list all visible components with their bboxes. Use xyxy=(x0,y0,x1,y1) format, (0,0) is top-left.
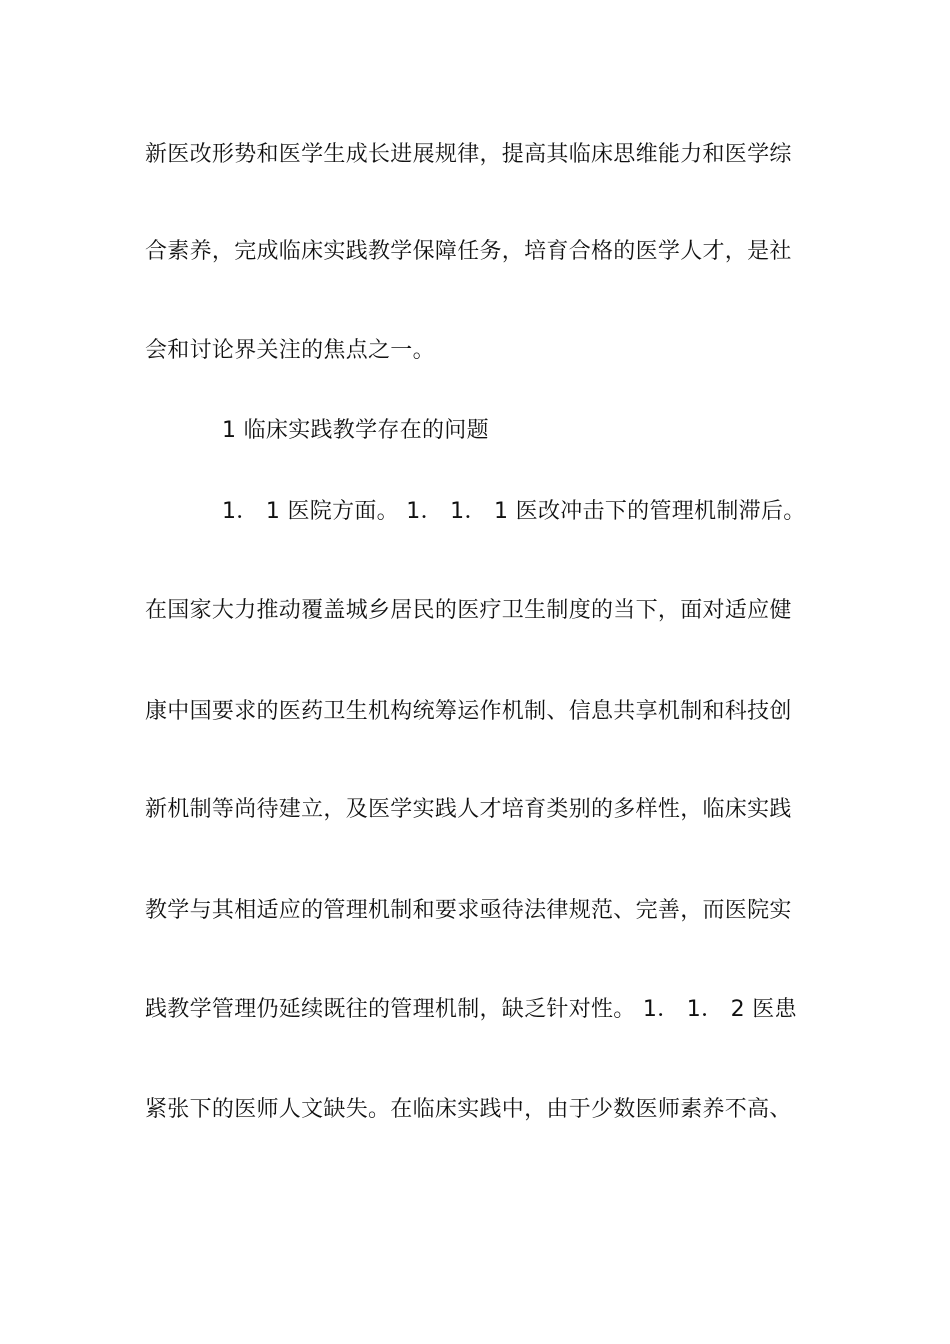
paragraph-line-3: 会和讨论界关注的焦点之一。 xyxy=(145,338,435,363)
paragraph-line-10: 践教学管理仍延续既往的管理机制，缺乏针对性。 1． 1． 2 医患 xyxy=(145,997,797,1022)
paragraph-line-7: 康中国要求的医药卫生机构统筹运作机制、信息共享机制和科技创 xyxy=(145,699,792,724)
paragraph-line-11: 紧张下的医师人文缺失。在临床实践中，由于少数医师素养不高、 xyxy=(145,1097,792,1122)
subsection-line: 1． 1 医院方面。 1． 1． 1 医改冲击下的管理机制滞后。 xyxy=(222,499,806,524)
paragraph-line-6: 在国家大力推动覆盖城乡居民的医疗卫生制度的当下，面对适应健 xyxy=(145,598,792,623)
section-heading: 1 临床实践教学存在的问题 xyxy=(222,418,489,443)
paragraph-line-9: 教学与其相适应的管理机制和要求亟待法律规范、完善，而医院实 xyxy=(145,898,792,923)
paragraph-line-1: 新医改形势和医学生成长进展规律，提高其临床思维能力和医学综 xyxy=(145,142,792,167)
paragraph-line-2: 合素养，完成临床实践教学保障任务，培育合格的医学人才，是社 xyxy=(145,239,792,264)
paragraph-line-8: 新机制等尚待建立，及医学实践人才培育类别的多样性，临床实践 xyxy=(145,797,792,822)
